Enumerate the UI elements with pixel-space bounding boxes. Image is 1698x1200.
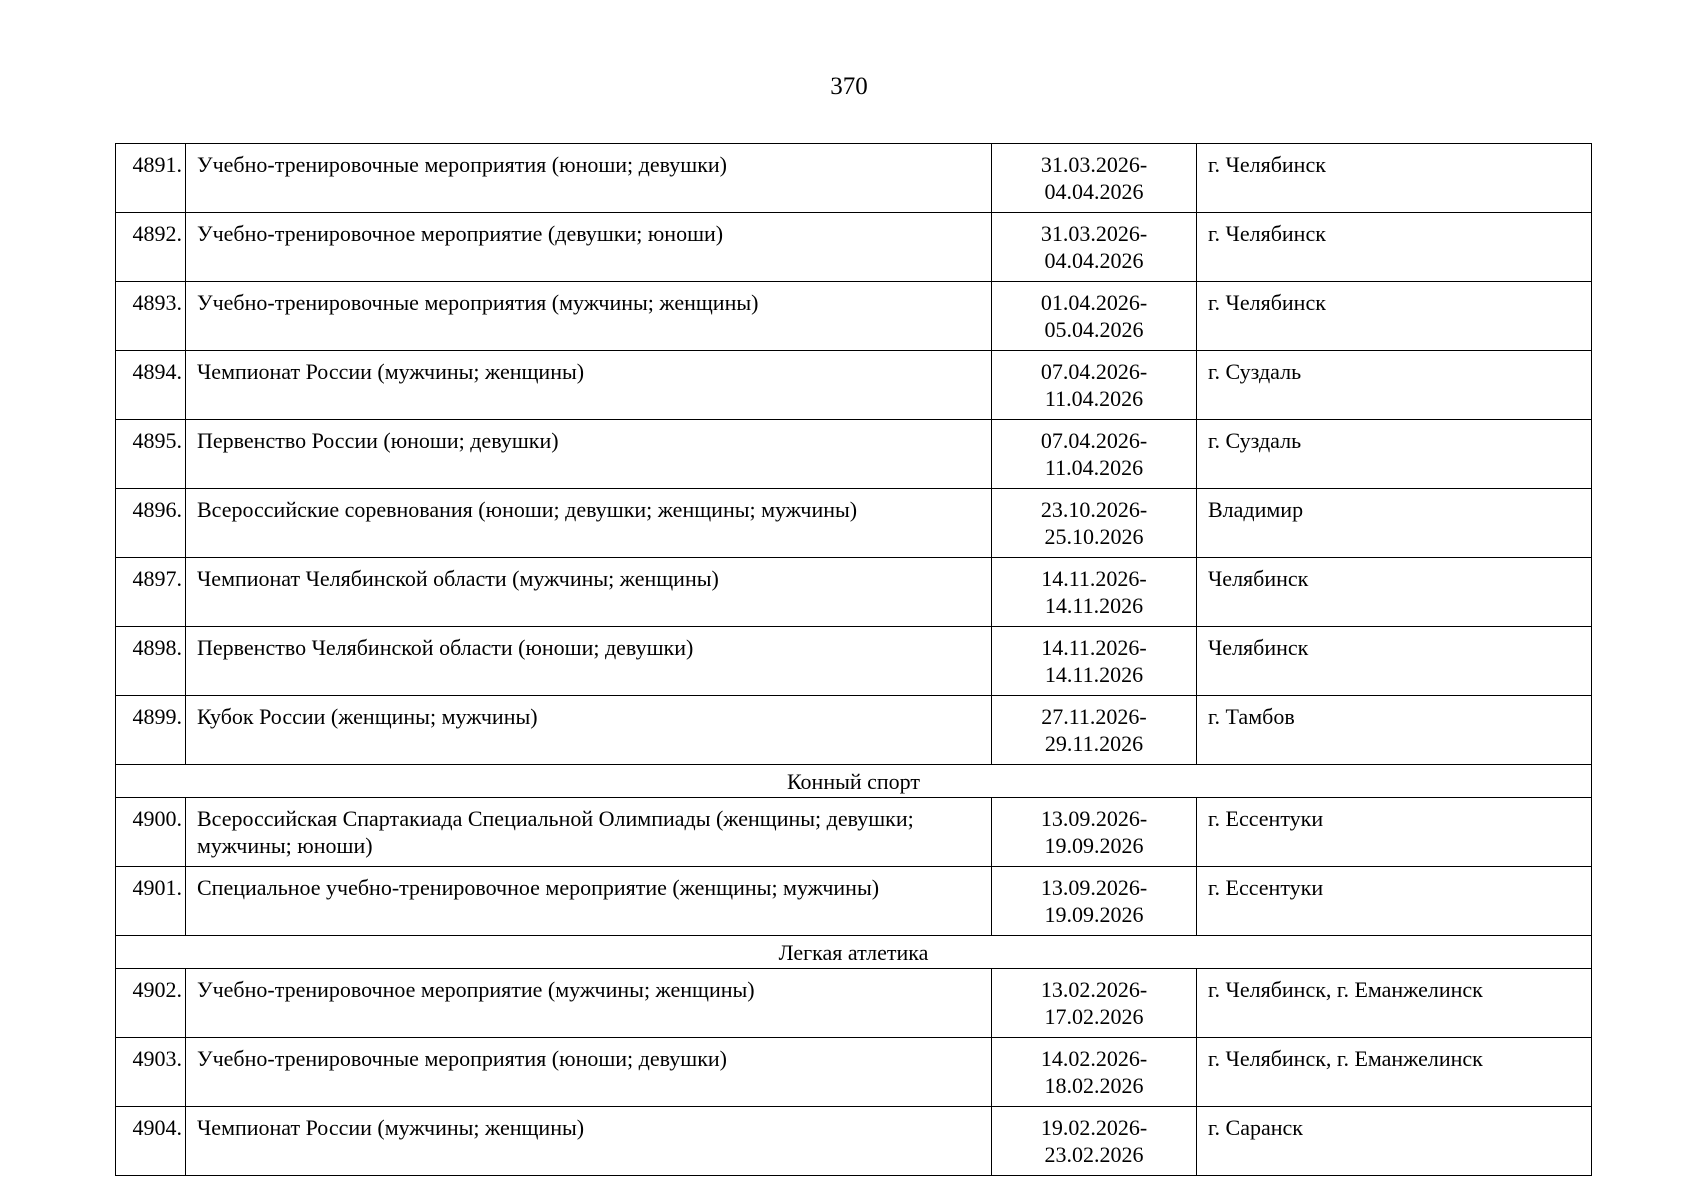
event-name: Первенство Челябинской области (юноши; девушки) [186,627,992,696]
table-row [116,144,1592,213]
date-end: 19.09.2026 [1044,833,1144,858]
event-dates [992,867,1197,936]
event-place: г. Челябинск, г. Еманжелинск [1197,1038,1592,1107]
date-start: 01.04.2026- [1040,290,1148,315]
table-row [116,420,1592,489]
event-name: Кубок России (женщины; мужчины) [186,696,992,765]
date-start: 07.04.2026- [1040,359,1148,384]
event-place: Челябинск [1197,627,1592,696]
page-number: 370 [830,73,868,100]
table-row [116,696,1592,765]
table-row [116,282,1592,351]
date-end: 04.04.2026 [1044,179,1144,204]
event-dates [992,627,1197,696]
date-end: 23.02.2026 [1044,1142,1144,1167]
table-row [116,489,1592,558]
event-dates [992,1107,1197,1176]
date-end: 25.10.2026 [1044,524,1144,549]
event-name: Чемпионат России (мужчины; женщины) [186,1107,992,1176]
table-row [116,558,1592,627]
date-start: 13.09.2026- [1040,806,1148,831]
date-start: 13.09.2026- [1040,875,1148,900]
event-dates [992,144,1197,213]
row-number: 4898. [116,627,186,696]
event-name: Чемпионат Челябинской области (мужчины; женщины) [186,558,992,627]
row-number: 4902. [116,969,186,1038]
date-end: 05.04.2026 [1044,317,1144,342]
date-end: 17.02.2026 [1044,1004,1144,1029]
row-number: 4893. [116,282,186,351]
date-end: 11.04.2026 [1044,455,1144,480]
table-row [116,1038,1592,1107]
date-start: 23.10.2026- [1040,497,1148,522]
row-number: 4903. [116,1038,186,1107]
section-heading: Легкая атлетика [116,936,1592,969]
row-number: 4897. [116,558,186,627]
table-row [116,627,1592,696]
date-start: 27.11.2026- [1041,704,1147,729]
table-row [116,351,1592,420]
event-place: г. Тамбов [1197,696,1592,765]
date-start: 13.02.2026- [1040,977,1148,1002]
event-place: г. Челябинск [1197,213,1592,282]
date-end: 18.02.2026 [1044,1073,1144,1098]
event-name: Учебно-тренировочные мероприятия (юноши; девушки) [186,144,992,213]
event-name: Учебно-тренировочные мероприятия (юноши; девушки) [186,1038,992,1107]
event-place: Челябинск [1197,558,1592,627]
date-start: 07.04.2026- [1040,428,1148,453]
event-dates [992,489,1197,558]
row-number: 4901. [116,867,186,936]
table-row [116,867,1592,936]
event-dates [992,420,1197,489]
table-row [116,213,1592,282]
event-place: г. Ессентуки [1197,798,1592,867]
date-end: 29.11.2026 [1044,731,1144,756]
table-row [116,969,1592,1038]
row-number: 4891. [116,144,186,213]
section-heading-row [116,936,1592,969]
event-name: Учебно-тренировочное мероприятие (девушки; юноши) [186,213,992,282]
event-dates [992,969,1197,1038]
event-dates [992,282,1197,351]
event-place: г. Суздаль [1197,420,1592,489]
event-place: г. Ессентуки [1197,867,1592,936]
row-number: 4904. [116,1107,186,1176]
section-heading-row [116,765,1592,798]
section-heading: Конный спорт [116,765,1592,798]
events-table [115,143,1592,1176]
event-dates [992,558,1197,627]
table-row [116,798,1592,867]
date-end: 14.11.2026 [1044,593,1144,618]
date-end: 11.04.2026 [1044,386,1144,411]
row-number: 4896. [116,489,186,558]
event-place: г. Челябинск, г. Еманжелинск [1197,969,1592,1038]
events-table-body [116,144,1592,1176]
event-name: Всероссийские соревнования (юноши; девушки; женщины; мужчины) [186,489,992,558]
date-start: 14.11.2026- [1041,635,1147,660]
row-number: 4899. [116,696,186,765]
date-start: 31.03.2026- [1040,221,1148,246]
table-row [116,1107,1592,1176]
event-place: г. Саранск [1197,1107,1592,1176]
event-name: Первенство России (юноши; девушки) [186,420,992,489]
date-start: 14.11.2026- [1041,566,1147,591]
event-name: Всероссийская Спартакиада Специальной Олимпиады (женщины; девушки; мужчины; юноши) [186,798,992,867]
event-dates [992,351,1197,420]
date-start: 31.03.2026- [1040,152,1148,177]
date-end: 19.09.2026 [1044,902,1144,927]
event-place: г. Суздаль [1197,351,1592,420]
event-dates [992,798,1197,867]
date-start: 19.02.2026- [1040,1115,1148,1140]
date-start: 14.02.2026- [1040,1046,1148,1071]
row-number: 4900. [116,798,186,867]
row-number: 4895. [116,420,186,489]
event-dates [992,696,1197,765]
event-place: Владимир [1197,489,1592,558]
event-place: г. Челябинск [1197,282,1592,351]
event-place: г. Челябинск [1197,144,1592,213]
date-end: 14.11.2026 [1044,662,1144,687]
event-dates [992,1038,1197,1107]
event-name: Учебно-тренировочное мероприятие (мужчины; женщины) [186,969,992,1038]
event-name: Специальное учебно-тренировочное мероприятие (женщины; мужчины) [186,867,992,936]
row-number: 4892. [116,213,186,282]
event-name: Чемпионат России (мужчины; женщины) [186,351,992,420]
event-name: Учебно-тренировочные мероприятия (мужчины; женщины) [186,282,992,351]
event-dates [992,213,1197,282]
row-number: 4894. [116,351,186,420]
date-end: 04.04.2026 [1044,248,1144,273]
